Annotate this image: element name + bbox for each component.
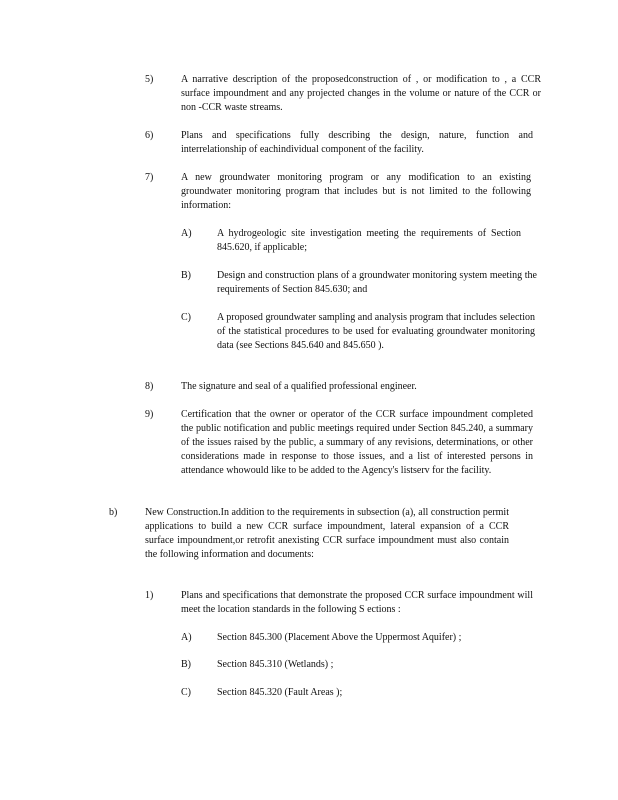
item-number: 1) (145, 590, 154, 601)
item-number: 8) (145, 381, 154, 392)
item-letter: C) (181, 312, 191, 323)
subsection-text: New Construction.In addition to the requirements in subsection (a), all construction permit applications to build a new CCR surface impoundment, lateral expansion of a CCR surface impoundment,or retrofit anexisting CCR surface impoundment must also contain the following information and documents: (145, 507, 509, 560)
subsection-letter: b) (109, 507, 118, 518)
item-number: 7) (145, 172, 154, 183)
item-text: Certification that the owner or operator of the CCR surface impoundment completed the public notification and public meetings required under Section 845.240, a summary of the issues raised by the public, a summary of any revisions, determinations, or other considerations made in response to those issues, and a list of interested persons in attendance whowould like to be added to the Agency's listserv for the facility. (181, 409, 533, 476)
item-text: A narrative description of the proposedconstruction of , or modification to , a CCR surface impoundment and any projected changes in the volume or nature of the CCR or non -CCR waste streams. (181, 74, 541, 113)
item-text: Design and construction plans of a groundwater monitoring system meeting the requirements of Section 845.630; and (217, 270, 537, 295)
item-letter: A) (181, 228, 192, 239)
item-text: A new groundwater monitoring program or any modification to an existing groundwater monitoring program that includes but is not limited to the following information: (181, 172, 531, 211)
item-text: Plans and specifications that demonstrate the proposed CCR surface impoundment will meet the location standards in the following S ections : (181, 590, 533, 615)
item-number: 9) (145, 409, 154, 420)
item-text: Section 845.310 (Wetlands) ; (217, 659, 334, 670)
item-number: 5) (145, 74, 154, 85)
item-text: Section 845.320 (Fault Areas ); (217, 687, 343, 698)
item-text: A hydrogeologic site investigation meeting the requirements of Section 845.620, if applicable; (217, 228, 521, 253)
item-number: 6) (145, 130, 154, 141)
item-letter: A) (181, 632, 192, 643)
item-text: Section 845.300 (Placement Above the Uppermost Aquifer) ; (217, 632, 462, 643)
item-letter: C) (181, 687, 191, 698)
item-text: Plans and specifications fully describing the design, nature, function and interrelationship of eachindividual component of the facility. (181, 130, 533, 155)
item-text: A proposed groundwater sampling and analysis program that includes selection of the statistical procedures to be used for evaluating groundwater monitoring data (see Sections 845.640 and 845.650 ). (217, 312, 535, 351)
item-letter: B) (181, 659, 191, 670)
item-letter: B) (181, 270, 191, 281)
item-text: The signature and seal of a qualified professional engineer. (181, 381, 417, 392)
